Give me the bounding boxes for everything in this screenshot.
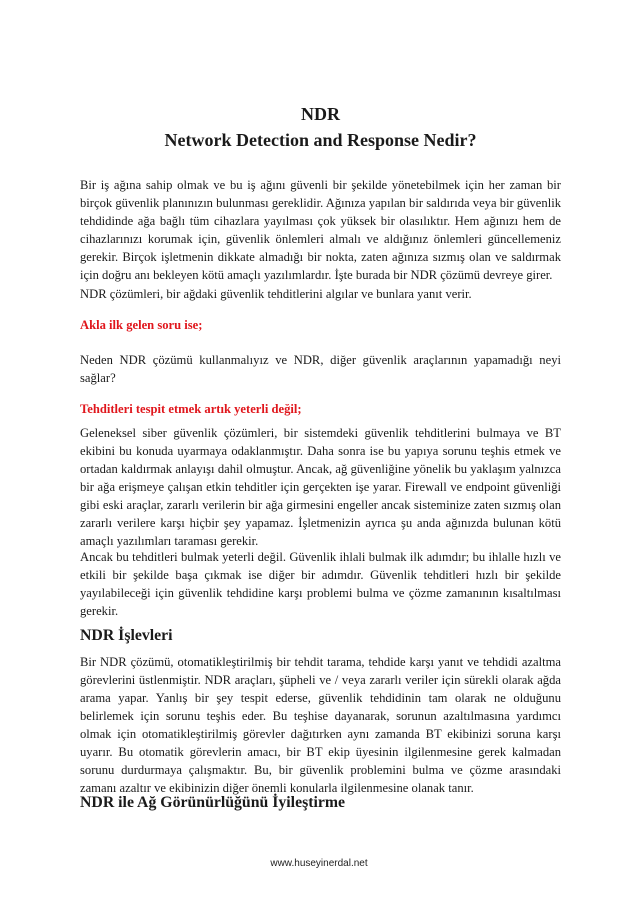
- footer-url: www.huseyinerdal.net: [270, 858, 368, 869]
- first-question-heading: Akla ilk gelen soru ise;: [80, 318, 203, 332]
- document-title: NDR: [301, 104, 340, 124]
- not-enough-paragraph: Ancak bu tehditleri bulmak yeterli değil. Güvenlik ihlali bulmak ilk adımdır; bu ihlalle hızlı ve etkili bir şekilde başa çıkmak ise diğer bir adımdır. Güvenlik tehditleri hızlı bir şekilde yayılabileceği için güvenlik tehdidine karşı problemi bulma ve çözme zamanının kısaltılması gerekir.: [80, 550, 561, 618]
- traditional-security-paragraph: Geleneksel siber güvenlik çözümleri, bir sistemdeki güvenlik tehditlerini bulmaya ve BT ekibini bu konuda uyarmaya odaklanmıştır. Daha sonra ise bu yapıya sorunu teşhis etmek ve ortadan kaldırmak anlayışı dahil olmuştur. Ancak, ağ güvenliğine yönelik bu yaklaşım yalnızca bir ağa erişmeye çalışan etkin tehditler için gerçekten işe yarar. Firewall ve endpoint güvenliği gibi eski araçlar, zararlı verilerin bir ağa girmesini engeller ancak sisteminize zaten sızmış olan zararlı verilere karşı hiçbir şey yapamaz. İşletmenizin ayrıca şu anda ağınızda bulunan kötü amaçlı yazılımları taraması gerekir.: [80, 426, 561, 548]
- visibility-heading: NDR ile Ağ Görünürlüğünü İyileştirme: [80, 794, 346, 811]
- ndr-summary-paragraph: NDR çözümleri, bir ağdaki güvenlik tehditlerini algılar ve bunlara yanıt verir.: [80, 287, 472, 301]
- document-subtitle: Network Detection and Response Nedir?: [164, 130, 477, 150]
- functions-paragraph: Bir NDR çözümü, otomatikleştirilmiş bir tehdit tarama, tehdide karşı yanıt ve tehdidi azaltma görevlerini üstlenmiştir. NDR araçları, şüpheli ve / veya zararlı veriler için sürekli olarak ağda arama yapar. Yanlış bir şey tespit ederse, güvenlik tehdidinin tam olarak ne olduğunu belirlemek için sorunu teşhis eder. Bu teşhise dayanarak, sorunun azaltılmasına yardımcı olmak için otomatikleştirilmiş görevler dağıtırken aynı zamanda BT ekibinizi soruna karşı uyarır. Bu otomatik görevlerin amacı, bir BT ekip üyesinin ilgilenmesine gerek kalmadan sorunu durdurmaya çalışmaktır. Bu, bir güvenlik problemini bulma ve çözme arasındaki zamanı azaltır ve ekibinizin diğer önemli konularla ilgilenmesine olanak tanır.: [80, 655, 561, 795]
- detection-not-enough-heading: Tehditleri tespit etmek artık yeterli değil;: [80, 402, 302, 416]
- functions-heading: NDR İşlevleri: [80, 627, 173, 644]
- intro-paragraph: Bir iş ağına sahip olmak ve bu iş ağını güvenli bir şekilde yönetebilmek için her zaman bir birçok güvenlik planınızın bulunması gereklidir. Ağınıza yapılan bir saldırıda veya bir güvenlik tehdidinde ağa bağlı tüm cihazlara yayılması çok yüksek bir olasılıktır. Hem ağınızı hem de cihazlarınızı korumak için, güvenlik önlemleri almalı ve aldığınız önlemleri güncellemeniz gerekir. Birçok işletmenin dikkate almadığı bir nokta, zaten ağınıza sızmış olan ve saldırmak için doğru anı bekleyen kötü amaçlı yazılımlardır. İşte burada bir NDR çözümü devreye girer.: [80, 178, 561, 282]
- question-paragraph: Neden NDR çözümü kullanmalıyız ve NDR, diğer güvenlik araçlarının yapamadığı neyi sağlar?: [80, 353, 561, 385]
